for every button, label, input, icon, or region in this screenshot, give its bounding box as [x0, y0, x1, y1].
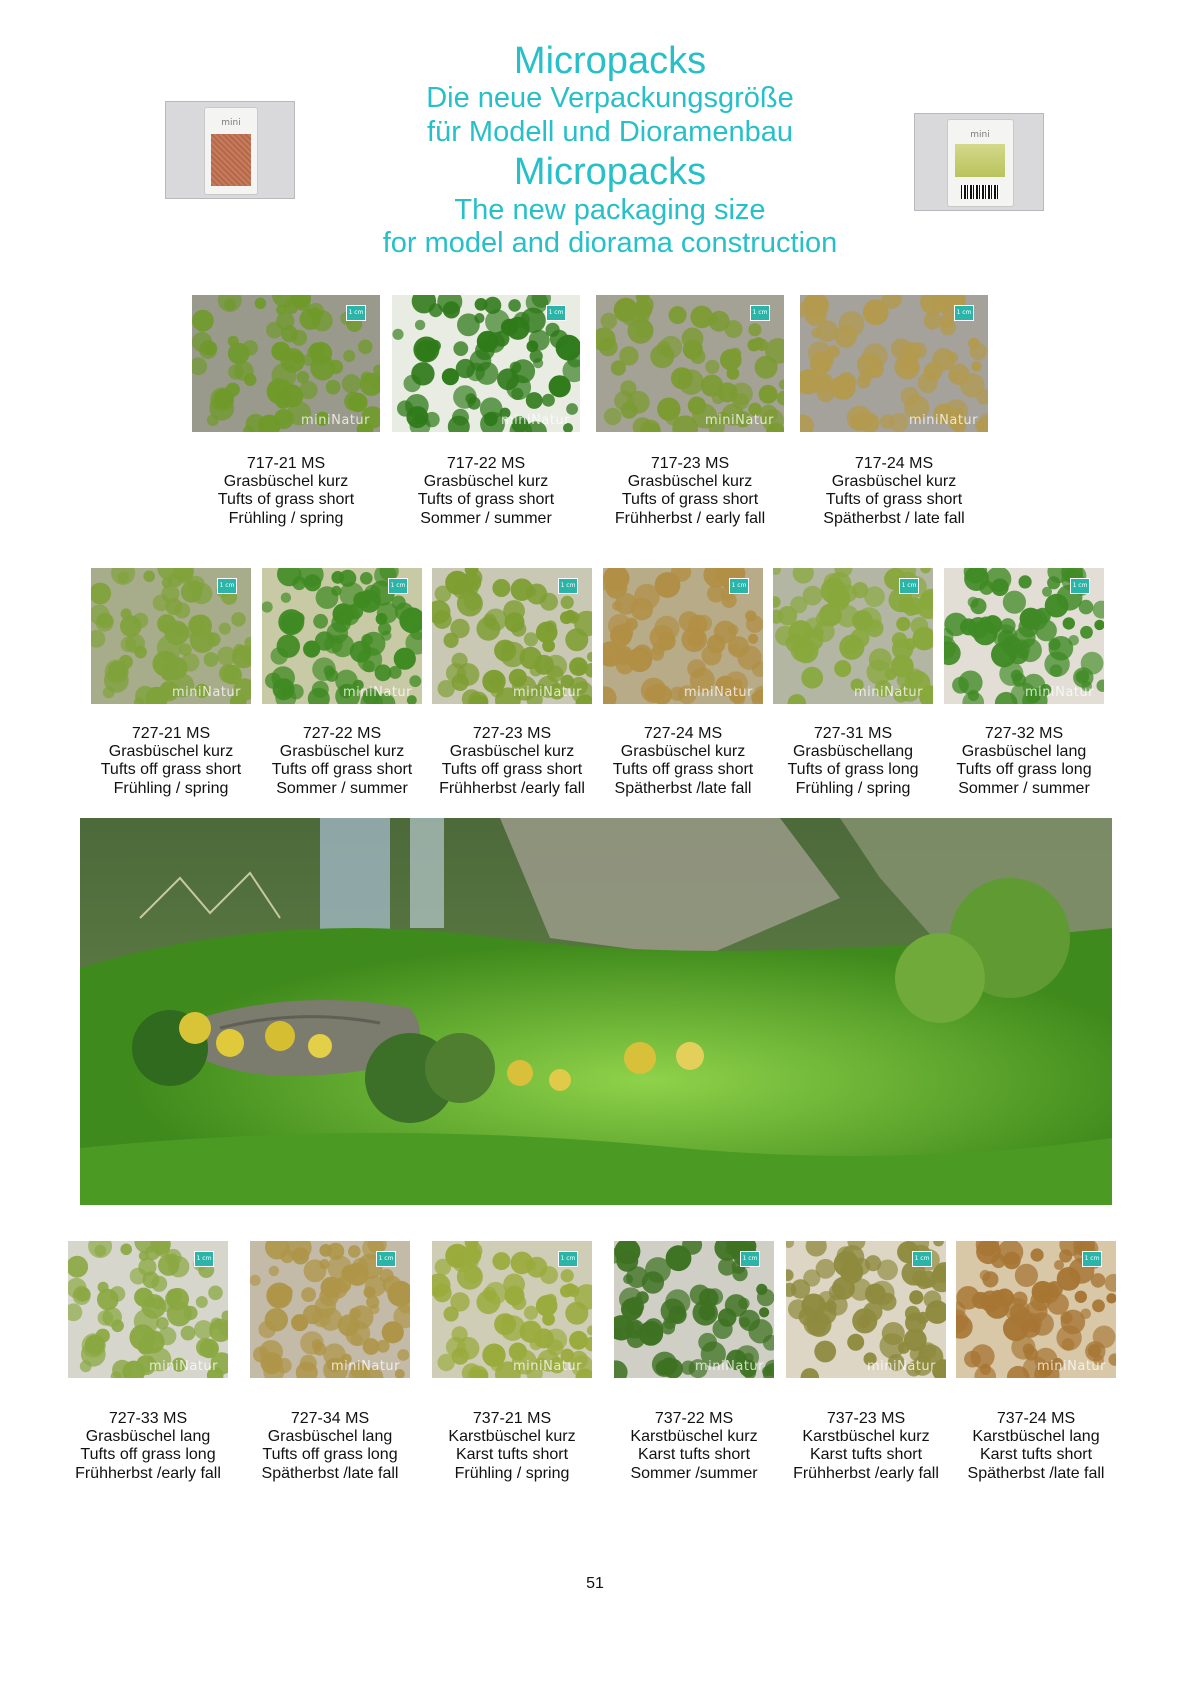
product-name-en: Tufts off grass short: [100, 761, 242, 779]
product-name-en: Tufts off grass short: [441, 761, 583, 779]
product-name-en: Karst tufts short: [455, 1446, 569, 1464]
product-season: Frühherbst /early fall: [75, 1464, 221, 1482]
product-code: 727-31 MS: [813, 725, 893, 742]
product-season: Sommer / summer: [420, 509, 552, 527]
swatch-photo: [944, 568, 1104, 704]
brand-watermark: miniNatur: [695, 1359, 764, 1374]
product-name-de: Grasbüschel kurz: [423, 473, 549, 491]
scale-badge: 1 cm: [558, 578, 578, 594]
product-name-de: Karstbüschel kurz: [630, 1428, 758, 1446]
product-code: 717-23 MS: [650, 455, 730, 472]
product-name-en: Tufts off grass short: [271, 761, 413, 779]
scale-badge: 1 cm: [750, 305, 770, 321]
product-name-en: Tufts of grass short: [825, 491, 963, 509]
product-name-en: Tufts off grass long: [262, 1446, 398, 1464]
package-photo-left: [165, 101, 295, 199]
product-name-en: Tufts of grass short: [417, 491, 555, 509]
scale-badge: 1 cm: [1082, 1251, 1102, 1267]
product-caption: [591, 725, 775, 798]
subtitle-de-1: Die neue Verpackungsgröße: [426, 82, 794, 114]
brand-watermark: miniNatur: [149, 1359, 218, 1374]
subtitle-en-1: The new packaging size: [454, 194, 766, 226]
product-name-en: Tufts of grass short: [621, 491, 759, 509]
product-name-en: Karst tufts short: [979, 1446, 1093, 1464]
product-caption: [761, 725, 945, 798]
brand-watermark: miniNatur: [172, 685, 241, 700]
product-code: 737-23 MS: [826, 1410, 906, 1427]
product-name-en: Tufts off grass short: [612, 761, 754, 779]
brand-watermark: miniNatur: [501, 413, 570, 428]
swatch-photo: [262, 568, 422, 704]
brand-watermark: miniNatur: [513, 1359, 582, 1374]
package-logo: mini: [970, 130, 990, 141]
product-name-de: Grasbüschel lang: [961, 743, 1087, 761]
swatch-photo: [773, 568, 933, 704]
swatch-photo: [392, 295, 580, 432]
product-code: 727-34 MS: [290, 1410, 370, 1427]
product-season: Sommer /summer: [630, 1464, 758, 1482]
swatch-photo: [250, 1241, 410, 1378]
product-code: 727-22 MS: [302, 725, 382, 742]
brand-watermark: miniNatur: [705, 413, 774, 428]
scale-badge: 1 cm: [546, 305, 566, 321]
product-name-de: Grasbüschel kurz: [223, 473, 349, 491]
product-code: 717-24 MS: [854, 455, 934, 472]
product-caption: [788, 455, 1000, 528]
brand-watermark: miniNatur: [331, 1359, 400, 1374]
swatch-photo: [614, 1241, 774, 1378]
brand-watermark: miniNatur: [684, 685, 753, 700]
product-caption: [944, 1410, 1128, 1483]
scale-badge: 1 cm: [899, 578, 919, 594]
scale-badge: 1 cm: [1070, 578, 1090, 594]
scale-badge: 1 cm: [558, 1251, 578, 1267]
package-photo-right: [914, 113, 1044, 211]
product-name-en: Tufts of grass short: [217, 491, 355, 509]
product-code: 737-21 MS: [472, 1410, 552, 1427]
product-code: 717-22 MS: [446, 455, 526, 472]
product-name-de: Grasbüschel kurz: [449, 743, 575, 761]
product-season: Sommer / summer: [276, 779, 408, 797]
product-season: Spätherbst /late fall: [614, 779, 752, 797]
product-season: Frühherbst / early fall: [614, 509, 766, 527]
product-code: 727-23 MS: [472, 725, 552, 742]
product-code: 727-24 MS: [643, 725, 723, 742]
scale-badge: 1 cm: [194, 1251, 214, 1267]
swatch-photo: [800, 295, 988, 432]
brand-watermark: miniNatur: [301, 413, 370, 428]
product-caption: [56, 1410, 240, 1483]
scale-badge: 1 cm: [388, 578, 408, 594]
page-number: 51: [586, 1575, 604, 1592]
product-caption: [774, 1410, 958, 1483]
product-caption: [602, 1410, 786, 1483]
product-name-en: Karst tufts short: [809, 1446, 923, 1464]
title-en: Micropacks: [513, 151, 707, 193]
product-caption: [238, 1410, 422, 1483]
product-name-de: Grasbüschel kurz: [108, 743, 234, 761]
swatch-photo: [956, 1241, 1116, 1378]
product-name-de: Karstbüschel kurz: [448, 1428, 576, 1446]
product-season: Frühling / spring: [454, 1464, 570, 1482]
product-season: Frühling / spring: [795, 779, 911, 797]
scale-badge: 1 cm: [740, 1251, 760, 1267]
product-name-en: Karst tufts short: [637, 1446, 751, 1464]
swatch-photo: [432, 568, 592, 704]
product-name-de: Grasbüschel kurz: [627, 473, 753, 491]
product-caption: [932, 725, 1116, 798]
product-name-de: Grasbüschel kurz: [279, 743, 405, 761]
product-season: Frühherbst /early fall: [439, 779, 585, 797]
swatch-photo: [68, 1241, 228, 1378]
scale-badge: 1 cm: [346, 305, 366, 321]
product-season: Frühherbst /early fall: [793, 1464, 939, 1482]
product-season: Spätherbst / late fall: [823, 509, 965, 527]
scale-badge: 1 cm: [217, 578, 237, 594]
brand-watermark: miniNatur: [909, 413, 978, 428]
subtitle-en-2: for model and diorama construction: [382, 227, 838, 259]
product-name-de: Grasbüschel lang: [85, 1428, 211, 1446]
brand-watermark: miniNatur: [854, 685, 923, 700]
swatch-photo: [432, 1241, 592, 1378]
product-code: 737-22 MS: [654, 1410, 734, 1427]
scale-badge: 1 cm: [912, 1251, 932, 1267]
product-season: Spätherbst /late fall: [967, 1464, 1105, 1482]
product-code: 717-21 MS: [246, 455, 326, 472]
brand-watermark: miniNatur: [867, 1359, 936, 1374]
product-caption: [250, 725, 434, 798]
swatch-photo: [192, 295, 380, 432]
product-caption: [79, 725, 263, 798]
product-season: Frühling / spring: [228, 509, 344, 527]
product-name-en: Tufts of grass long: [787, 761, 919, 779]
package-logo: mini: [221, 118, 241, 129]
diorama-illustration: [80, 818, 1112, 1205]
swatch-photo: [91, 568, 251, 704]
product-season: Spätherbst /late fall: [261, 1464, 399, 1482]
product-caption: [420, 725, 604, 798]
product-caption: [420, 1410, 604, 1483]
product-caption: [180, 455, 392, 528]
product-name-de: Grasbüschel kurz: [620, 743, 746, 761]
brand-watermark: miniNatur: [513, 685, 582, 700]
product-caption: [584, 455, 796, 528]
product-code: 727-33 MS: [108, 1410, 188, 1427]
swatch-photo: [786, 1241, 946, 1378]
brand-watermark: miniNatur: [343, 685, 412, 700]
product-code: 727-32 MS: [984, 725, 1064, 742]
product-name-en: Tufts off grass long: [956, 761, 1092, 779]
product-code: 737-24 MS: [996, 1410, 1076, 1427]
brand-watermark: miniNatur: [1037, 1359, 1106, 1374]
scale-badge: 1 cm: [954, 305, 974, 321]
product-season: Sommer / summer: [958, 779, 1090, 797]
product-name-de: Karstbüschel kurz: [802, 1428, 930, 1446]
title-de: Micropacks: [513, 40, 707, 82]
product-name-de: Grasbüschellang: [792, 743, 914, 761]
scale-badge: 1 cm: [729, 578, 749, 594]
swatch-photo: [603, 568, 763, 704]
product-code: 727-21 MS: [131, 725, 211, 742]
swatch-photo: [596, 295, 784, 432]
diorama-photo: [80, 818, 1112, 1205]
product-season: Frühling / spring: [113, 779, 229, 797]
brand-watermark: miniNatur: [1025, 685, 1094, 700]
product-name-en: Tufts off grass long: [80, 1446, 216, 1464]
product-name-de: Grasbüschel lang: [267, 1428, 393, 1446]
product-name-de: Grasbüschel kurz: [831, 473, 957, 491]
scale-badge: 1 cm: [376, 1251, 396, 1267]
subtitle-de-2: für Modell und Dioramenbau: [427, 116, 793, 148]
product-name-de: Karstbüschel lang: [972, 1428, 1100, 1446]
product-caption: [380, 455, 592, 528]
